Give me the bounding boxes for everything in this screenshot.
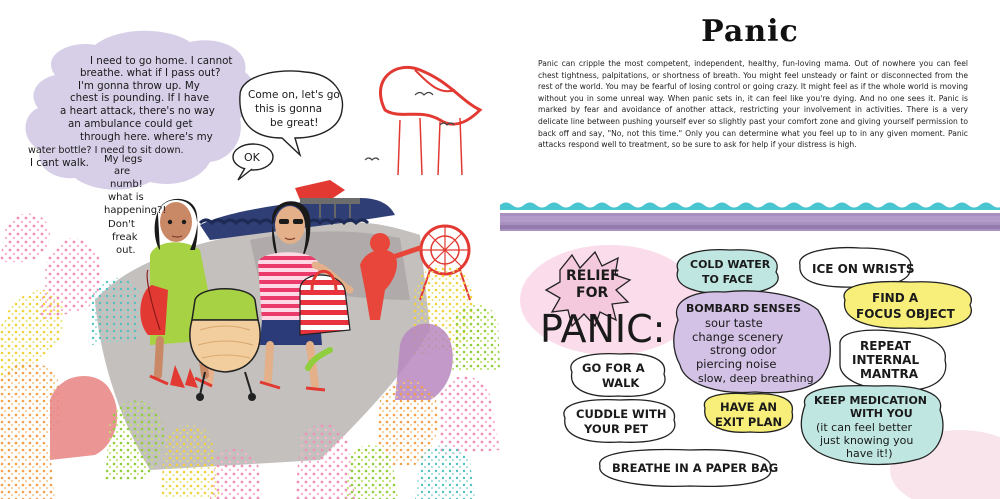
relief-title: RELIEF FOR (566, 268, 620, 301)
speech-bubble-friend-text: Come on, let's go this is gonna be great! (248, 89, 340, 129)
tip-cuddle-text: CUDDLE WITH YOUR PET (576, 407, 667, 436)
tip-paper-bag-text: BREATHE IN A PAPER BAG (612, 461, 779, 475)
page-title: Panic (701, 14, 799, 49)
tip-mantra-text: REPEAT INTERNAL MANTRA (852, 339, 920, 381)
speech-bubble-ok-text: OK (244, 151, 260, 164)
tip-walk-text: GO FOR A WALK (582, 361, 645, 390)
teal-wave-stripe (500, 203, 1000, 211)
relief-panic-word: PANIC: (540, 307, 666, 351)
right-page (500, 0, 1000, 499)
relief-tips-graphic (500, 0, 1000, 499)
tip-ice-text: ICE ON WRISTS (812, 262, 915, 276)
tip-cold-water-text: COLD WATER TO FACE (690, 258, 771, 286)
tip-medication-text: KEEP MEDICATION WITH YOU (it can feel better just knowing you have it!) (814, 394, 928, 460)
inner-thoughts-text: My legs are numb! what is happening?! Don't freak out. (104, 154, 167, 256)
speech-bubble-panic-text: I need to go home. I cannot breathe. what if I pass out? I'm gonna throw up. My chest is pounding. If I have a heart attack, there's no way an ambulance could get through here. where's my water bottle? I need to sit down. I cant walk. (28, 55, 233, 169)
body-paragraph: Panic can cripple the most competent, independent, healthy, fun-loving mama. Out of nowhere you can feel chest tightness, palpitations, or shortness of breath. You might feel unsteady or faint or disconnected from the rest of the world. You may be fearful of losing control or going crazy. It might feel as if the whole world is moving without you in some unreal way. When panic sets in, it can feel like you're dying. And no one sees it. Panic is marked by fear and avoidance of another attack, restricting your involvement in activities. There is a very delicate line between pushing yourself ever so slightly past your comfort zone and giving yourself permission to back off and say, "No, not this time." Only you can determine what you feel up to in any given moment. Panic attacks respond well to treatment, so be sure to ask for help if your distress is high. (538, 59, 968, 150)
tip-focus-text: FIND A FOCUS OBJECT (856, 291, 955, 321)
tip-exit-text: HAVE AN EXIT PLAN (715, 400, 783, 429)
tip-cold-water (677, 250, 778, 294)
tip-bombard-text: BOMBARD SENSES sour taste change scenery strong odor piercing noise slow, deep breathing (686, 302, 814, 385)
